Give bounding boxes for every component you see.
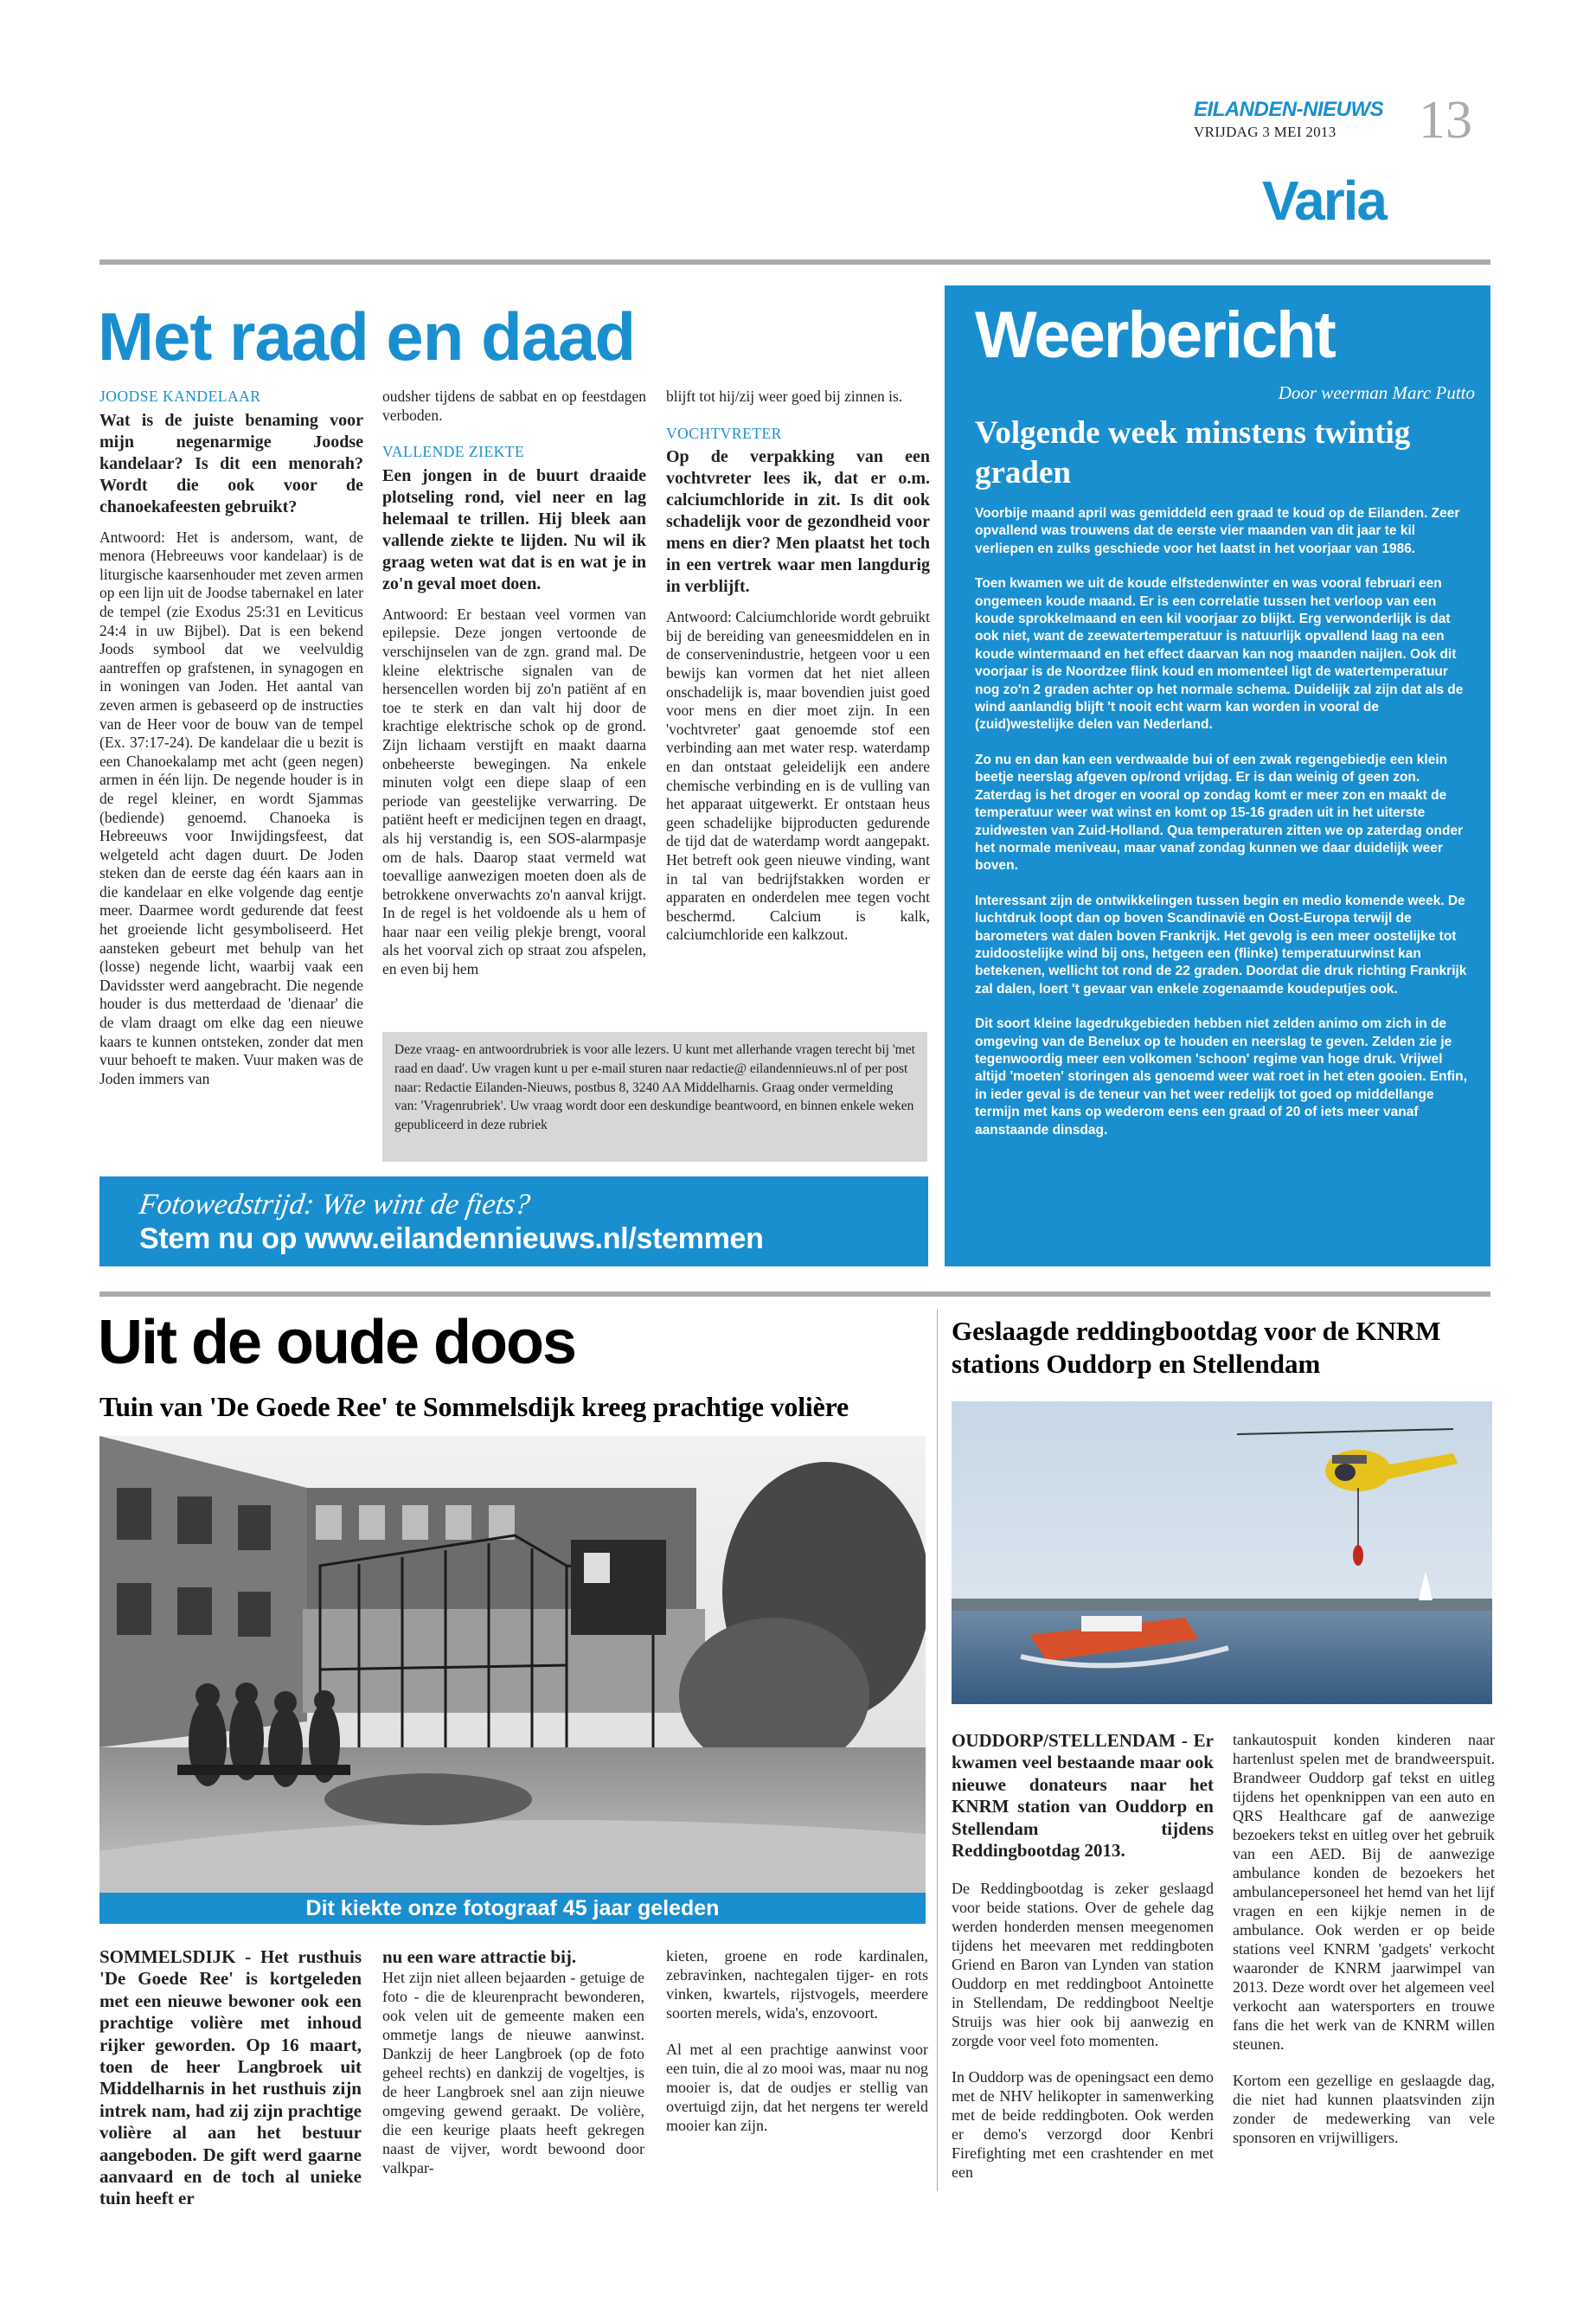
raad-title: Met raad en daad bbox=[98, 298, 636, 375]
weather-box bbox=[945, 285, 1490, 1266]
page-number: 13 bbox=[1419, 91, 1472, 150]
raad-column-1 bbox=[99, 388, 363, 1106]
doos-title: Uit de oude doos bbox=[98, 1308, 575, 1377]
banner-script-line: Fotowedstrijd: Wie wint de fiets? bbox=[137, 1189, 533, 1221]
raad-column-3 bbox=[666, 388, 930, 963]
answer-kandelaar-continued: oudsher tijdens de sabbat en op feestdagen verboden. bbox=[382, 388, 646, 424]
mid-rule bbox=[99, 1292, 1490, 1297]
kicker-vallende-ziekte: VALLENDE ZIEKTE bbox=[382, 443, 525, 461]
knrm-body: De Reddingbootdag is zeker geslaagd voor beide stations. Over de gehele dag werden honderden mensen meegenomen tijdens het meevaren met reddingboten Griend en Baron van Lynden van station Ouddorp en met reddingboot Antoinette in Stellendam, De reddingboot Neeltje Struijs was hier ook bij aanwezig en zorgde voor veel foto momenten. bbox=[952, 1880, 1214, 2050]
answer-vochtvreter: Antwoord: Calciumchloride wordt gebruikt bij de bereiding van geneesmiddelen en in de conservenindustrie, hetgeen voor u een bewijs kan vormen dat het niet alleen onschadelijk is, maar bovendien juist goed voor mens en dier moet zijn. In een 'vochtvreter' gaat genoemde stof een verbinding aan met water resp. waterdamp en dan ontstaat geleidelijk een andere chemische verbinding en is de vulling van het apparaat uitgewerkt. Er ontstaan heus geen schadelijke bijproducten gedurende de tijd dat de waterdamp wordt aangepakt. Het betreft ook geen nieuwe vinding, want in tal van bedrijfstakken worden er apparaten en onderdelen mee tegen vocht beschermd. Calcium is kalk, calciumchloride een kalkzout. bbox=[666, 608, 930, 944]
knrm-body: Kortom een gezellige en geslaagde dag, die niet had kunnen plaatsvinden zijn zonder de medewerking van vele sponsoren en vrijwilligers. bbox=[1233, 2072, 1495, 2146]
doos-photo bbox=[99, 1436, 926, 1924]
weather-title: Weerbericht bbox=[975, 298, 1335, 372]
question-kandelaar: Wat is de juiste benaming voor mijn negenarmige Joodse kandelaar? Is dit een menorah? Wordt die ook voor de chanoekafeesten gebruikt? bbox=[99, 410, 363, 516]
answer-vallende-ziekte: Antwoord: Er bestaan veel vormen van epilepsie. Deze jongen vertoonde de verschijnselen van de zgn. grand mal. De kleine elektrische signalen van de hersencellen worden bij zo'n patiënt af en toe te sterk en dan valt hij door de krachtige elektrische schok op de grond. Zijn lichaam verstijft en maakt daarna onbeheerste bewegingen. Na enkele minuten volgt een diepe slaap of een periode van geestelijke verwarring. De patiënt heeft er medicijnen tegen en draagt, als hij verstandig is, een SOS-alarmpasje om de hals. Daarop staat vermeld wat toevallige aanwezigen moeten doen als de betrokkene onverwachts zo'n aanval krijgt. In de regel is het voldoende als u hem of haar naar een veilig plekje brengt, vooral als het voorval zich op straat zou afspelen, en even bij hem bbox=[382, 605, 646, 978]
knrm-photo bbox=[952, 1401, 1492, 1704]
answer-vallende-ziekte-continued: blijft tot hij/zij weer goed bij zinnen is. bbox=[666, 388, 903, 405]
doos-body: Al met al een prachtige aanwinst voor een tuin, die al zo mooi was, maar nu nog mooier is, dat de oudjes er stellig van overtuigd zijn, dat het nergens ter wereld mooier kan zijn. bbox=[666, 2041, 928, 2134]
weather-body bbox=[975, 505, 1472, 1157]
section-title: Varia bbox=[1261, 170, 1386, 232]
header-rule bbox=[99, 260, 1490, 265]
doos-caption-bar bbox=[99, 1893, 926, 1924]
issue-date: VRIJDAG 3 MEI 2013 bbox=[1194, 124, 1336, 140]
doos-lead-continued: nu een ware attractie bij. bbox=[382, 1946, 577, 1967]
knrm-title: Geslaagde reddingbootdag voor de KNRM stations Ouddorp en Stellendam bbox=[952, 1316, 1441, 1379]
knrm-column-1 bbox=[952, 1730, 1214, 2199]
kicker-vochtvreter: VOCHTVRETER bbox=[666, 424, 782, 442]
knrm-column-2 bbox=[1233, 1730, 1495, 2164]
knrm-body: tankautospuit konden kinderen naar hartenlust spelen met de brandweerspuit. Brandweer Ouddorp gaf tekst en uitleg tijdens het openknippen van een auto en QRS Healthcare gaf de aanwezige bezoekers tekst en uitleg over het gebruik van een AED. Bij de aanwezige ambulance konden de bezoekers het ambulancepersoneel het hemd van het lijf vragen en een kijkje nemen in de ambulance. Ook werden er op beide stations veel KNRM 'gadgets' verkocht waaronder de KNRM jaarwimpel van 2013. Deze wordt over het algemeen veel verkocht aan watersporters en trouwe fans die het werk van de KNRM willen steunen. bbox=[1233, 1731, 1495, 2053]
knrm-lead: OUDDORP/STELLENDAM - Er kwamen veel bestaande maar ook nieuwe donateurs naar het KNRM station van Ouddorp en Stellendam tijdens Reddingbootdag 2013. bbox=[952, 1730, 1214, 1862]
doos-caption: Dit kiekte onze fotograaf 45 jaar geleden bbox=[305, 1896, 720, 1920]
weather-byline: Door weerman Marc Putto bbox=[1278, 382, 1475, 403]
banner-cta[interactable]: Stem nu op www.eilandennieuws.nl/stemmen bbox=[139, 1222, 764, 1255]
weather-paragraph: Voorbije maand april was gemiddeld een graad te koud op de Eilanden. Zeer opvallend was trouwens dat de eerste vier maanden van dit jaar te kil verliepen en zulks geschiede voor het laatst in het voorjaar van 1986. bbox=[975, 506, 1460, 556]
fotowedstrijd-banner[interactable] bbox=[99, 1176, 928, 1266]
doos-subtitle: Tuin van 'De Goede Ree' te Sommelsdijk kreeg prachtige volière bbox=[99, 1391, 849, 1422]
doos-column-1 bbox=[99, 1946, 362, 2227]
raad-note-text: Deze vraag- en antwoordrubriek is voor alle lezers. U kunt met allerhande vragen terecht bij 'met raad en daad'. Uw vragen kunt u per e-mail sturen naar redactie@ eilandennieuws.nl of per post naar: Redactie Eilanden-Nieuws, postbus 8, 3240 AA Middelharnis. Graag onder vermelding van: 'Vragenrubriek'. Uw vraag wordt door een deskundige beantwoord, en binnen enkele weken gepubliceerd in deze rubriek bbox=[394, 1042, 915, 1133]
doos-lead: SOMMELSDIJK - Het rusthuis 'De Goede Ree' is kortgeleden met een nieuwe bewoner ook een prachtige volière met inhoud rijker geworden. Op 16 maart, toen de heer Langbroek uit Middelharnis in het rusthuis zijn intrek nam, had zij zijn prachtige volière al aan het bestuur aangeboden. De gift werd gaarne aanvaard en de toch al unieke tuin heeft er bbox=[99, 1946, 362, 2209]
answer-kandelaar: Antwoord: Het is andersom, want, de menora (Hebreeuws voor kandelaar) is de liturgische kaarsenhouder met zeven armen op een lijn uit de Joodse tabernakel en later de tempel (zie Exodus 25:31 en Leviticus 24:4 in uw Bijbel). Dat is een bekend Joods symbool dat we veelvuldig aantreffen op grafstenen, in synagogen en in woningen van Joden. Het aantal van zeven armen is gebaseerd op de instructies van de Heer voor de bouw van de tempel (Ex. 37:17-24). De kandelaar die u bezit is een Chanoekalamp met acht (geen negen) armen in één lijn. De negende houder is in de regel kleiner, en wordt Sjammas (bediende) genoemd. Chanoeka is Hebreeuws voor Inwijdingsfeest, dat welgeteld acht dagen duurt. De Joden steken dan de eerste dag één kaars aan in die kandelaar en elke volgende dag eentje meer. Daarmee wordt gedurende dat feest het groeiende licht gesymboliseerd. Het aansteken gebeurt met behulp van het (losse) negende licht, waarbij vaak een Davidsster werd aangebracht. Die negende houder is dus metterdaad de 'dienaar' die de vlam draagt om elke dag een nieuwe kaars te kunnen ontsteken, zonder dat men vuur behoeft te maken. Vuur maken was de Joden immers van bbox=[99, 528, 363, 1087]
doos-body: Het zijn niet alleen bejaarden - getuige de foto - die de kleurenpracht bewonderen, ook velen uit de gemeente maken een ommetje langs de nieuwe aanwinst. Dankzij de heer Langbroek (op de foto geheel rechts) en dankzij de vogeltjes, is de heer Langbroek snel aan zijn nieuwe omgeving gewend geraakt. De volière, die een keurige plaats heeft gekregen naast de vijver, wordt bewoond door valkpar- bbox=[382, 1969, 644, 2177]
weather-paragraph: Dit soort kleine lagedrukgebieden hebben niet zelden animo om zich in de omgeving van de Benelux op te houden en neerslag te geven. Zelden zie je tegenwoordig meer een volkomen 'schoon' regime van hoge druk. Vrijwel altijd 'moeten' storingen als genoemd weer wat roet in het eten gooien. Enfin, in ieder geval is de teneur van het weer redelijk tot goed op middellange termijn met kans op wederom eens een graad of 20 of iets meer vanaf aanstaande dinsdag. bbox=[975, 1016, 1467, 1138]
kicker-kandelaar: JOODSE KANDELAAR bbox=[99, 388, 261, 405]
question-vochtvreter: Op de verpakking van een vochtvreter lees ik, dat er o.m. calciumchloride in zit. Is dit ook schadelijk voor de gezondheid voor mens en dier? Men plaatst het toch in een vertrek waar men langdurig in verblijft. bbox=[666, 447, 930, 597]
column-divider bbox=[937, 1309, 938, 2191]
aviary-photo-illustration bbox=[99, 1436, 926, 1924]
weather-paragraph: Zo nu en dan kan een verdwaalde bui of een zwak regengebiedje een klein beetje neerslag afgeven op/rond vrijdag. Er is dan weinig of geen zon. Zaterdag is het droger en vooral op zondag komt er meer zon en maakt de temperatuur weer wat winst en komt op 15-16 graden uit in het uiterste zuidwesten van Zuid-Holland. Qua temperaturen zitten we op zaterdag onder het normale meniveau, maar vanaf zondag kunnen we daar duidelijk weer boven. bbox=[975, 752, 1464, 874]
doos-body: kieten, groene en rode kardinalen, zebravinken, nachtegalen tijger- en rots vinken, kwartels, rijstvogels, meerdere soorten merels, wida's, enzovoort. bbox=[666, 1947, 928, 2022]
weather-paragraph: Interessant zijn de ontwikkelingen tussen begin en medio komende week. De luchtdruk loopt dan op boven Scandinavië en Oost-Europa terwijl de barometers wat dalen boven Frankrijk. Het gevolg is een meer oostelijke tot zuidoostelijke wind bij ons, hetgeen een (flinke) temperatuurwinst kan betekenen, wellicht tot rond de 22 graden. Doordat die druk richting Frankrijk zal dalen, loert 't gevaar van enkele zogenaamde koudeputjes ook. bbox=[975, 893, 1467, 997]
helicopter-lifeboat-photo bbox=[952, 1401, 1492, 1704]
knrm-body: In Ouddorp was de openingsact een demo met de NHV helikopter in samenwerking met de beide reddingboten. Ook werden er demo's verzorgd door Kenbri Firefighting met een crashtender en met een bbox=[952, 2068, 1214, 2182]
raad-column-2 bbox=[382, 388, 646, 997]
doos-column-3 bbox=[666, 1946, 928, 2152]
weather-headline: Volgende week minstens twintig graden bbox=[975, 415, 1411, 490]
doos-column-2 bbox=[382, 1946, 644, 2195]
question-vallende-ziekte: Een jongen in de buurt draaide plotseling rond, viel neer en lag helemaal te trillen. Hij bleek aan vallende ziekte te lijden. Nu wil ik graag weten wat dat is en wat je in zo'n geval moet doen. bbox=[382, 465, 646, 593]
weather-paragraph: Toen kwamen we uit de koude elfstedenwinter en was vooral februari een ongemeen koude maand. Er is een correlatie tussen het verloop van een koude sprokkelmaand en een kil voorjaar zo blijkt. Erg verwonderlijk is dat ook niet, want de zeewatertemperatuur is natuurlijk opvallend laag na een koude wintermaand en het effect daarvan kan nog maanden naijlen. Ook dit voorjaar is de Noordzee flink koud en momenteel ligt de watertemperatuur nog zo'n 2 graden achter op het normale schema. Duidelijk zal zijn dat als de wind aanlandig blijft 't nooit echt warm kan worden in vooral de (zuid)westelijke delen van Nederland. bbox=[975, 576, 1464, 733]
brand-logo: EILANDEN-NIEUWS bbox=[1194, 98, 1384, 121]
raad-note-box bbox=[382, 1032, 927, 1162]
